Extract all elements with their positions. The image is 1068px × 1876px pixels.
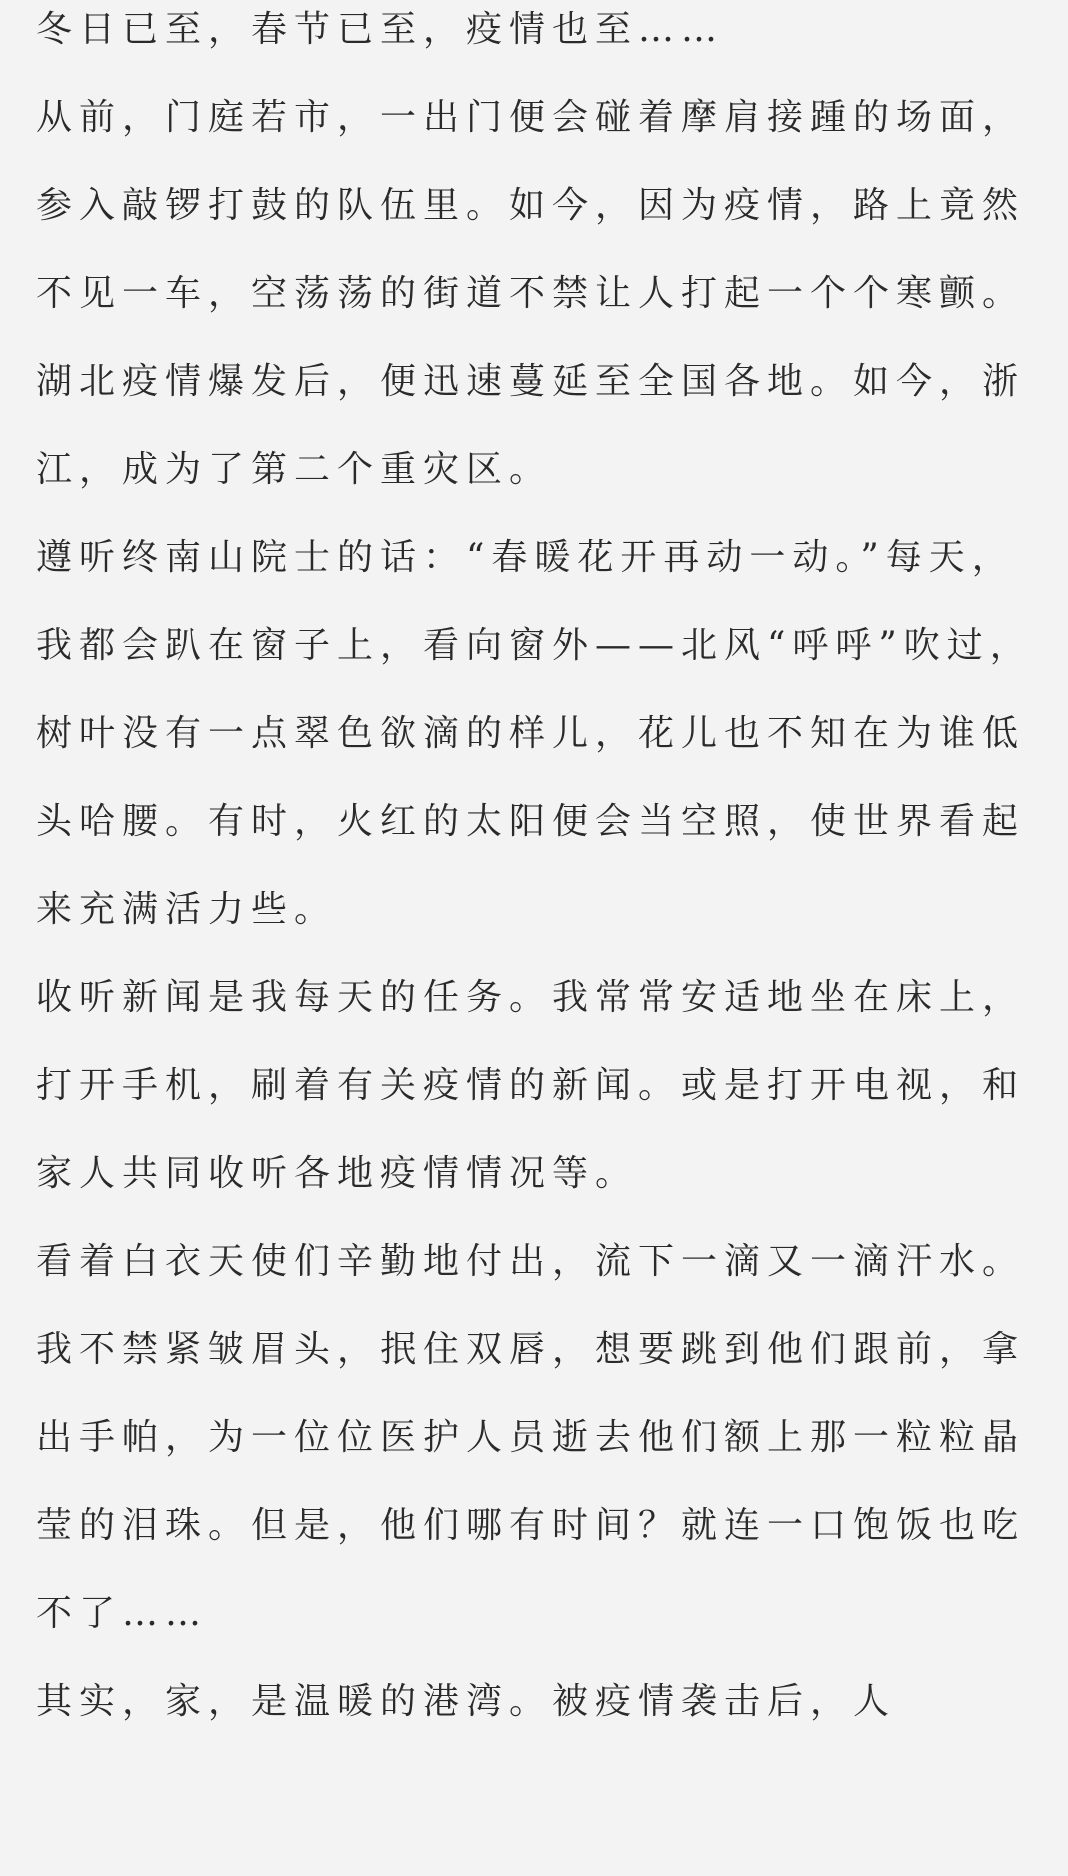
article-body [36,0,1036,1746]
paragraph: 收听新闻是我每天的任务。我常常安适地坐在床上，打开手机，刷着有关疫情的新闻。或是打开电视，和家人共同收听各地疫情情况等。 [36,977,1026,1194]
paragraph: 遵听终南山院士的话：“春暖花开再动一动。”每天，我都会趴在窗子上，看向窗外——北风“呼呼”吹过，树叶没有一点翠色欲滴的样儿，花儿也不知在为谁低头哈腰。有时，火红的太阳便会当空照，使世界看起来充满活力些。 [36,537,1033,930]
paragraph: 其实，家，是温暖的港湾。被疫情袭击后，人 [36,1681,897,1722]
paragraph: 冬日已至，春节已至，疫情也至…… [36,9,725,50]
paragraph: 湖北疫情爆发后，便迅速蔓延至全国各地。如今，浙江，成为了第二个重灾区。 [36,361,1026,490]
paragraph: 看着白衣天使们辛勤地付出，流下一滴又一滴汗水。我不禁紧皱眉头，抿住双唇，想要跳到他们跟前，拿出手帕，为一位位医护人员逝去他们额上那一粒粒晶莹的泪珠。但是，他们哪有时间？就连一口饱饭也吃不了…… [36,1241,1026,1634]
paragraph: 从前，门庭若市，一出门便会碰着摩肩接踵的场面，参入敲锣打鼓的队伍里。如今，因为疫情，路上竟然不见一车，空荡荡的街道不禁让人打起一个个寒颤。 [36,97,1026,314]
